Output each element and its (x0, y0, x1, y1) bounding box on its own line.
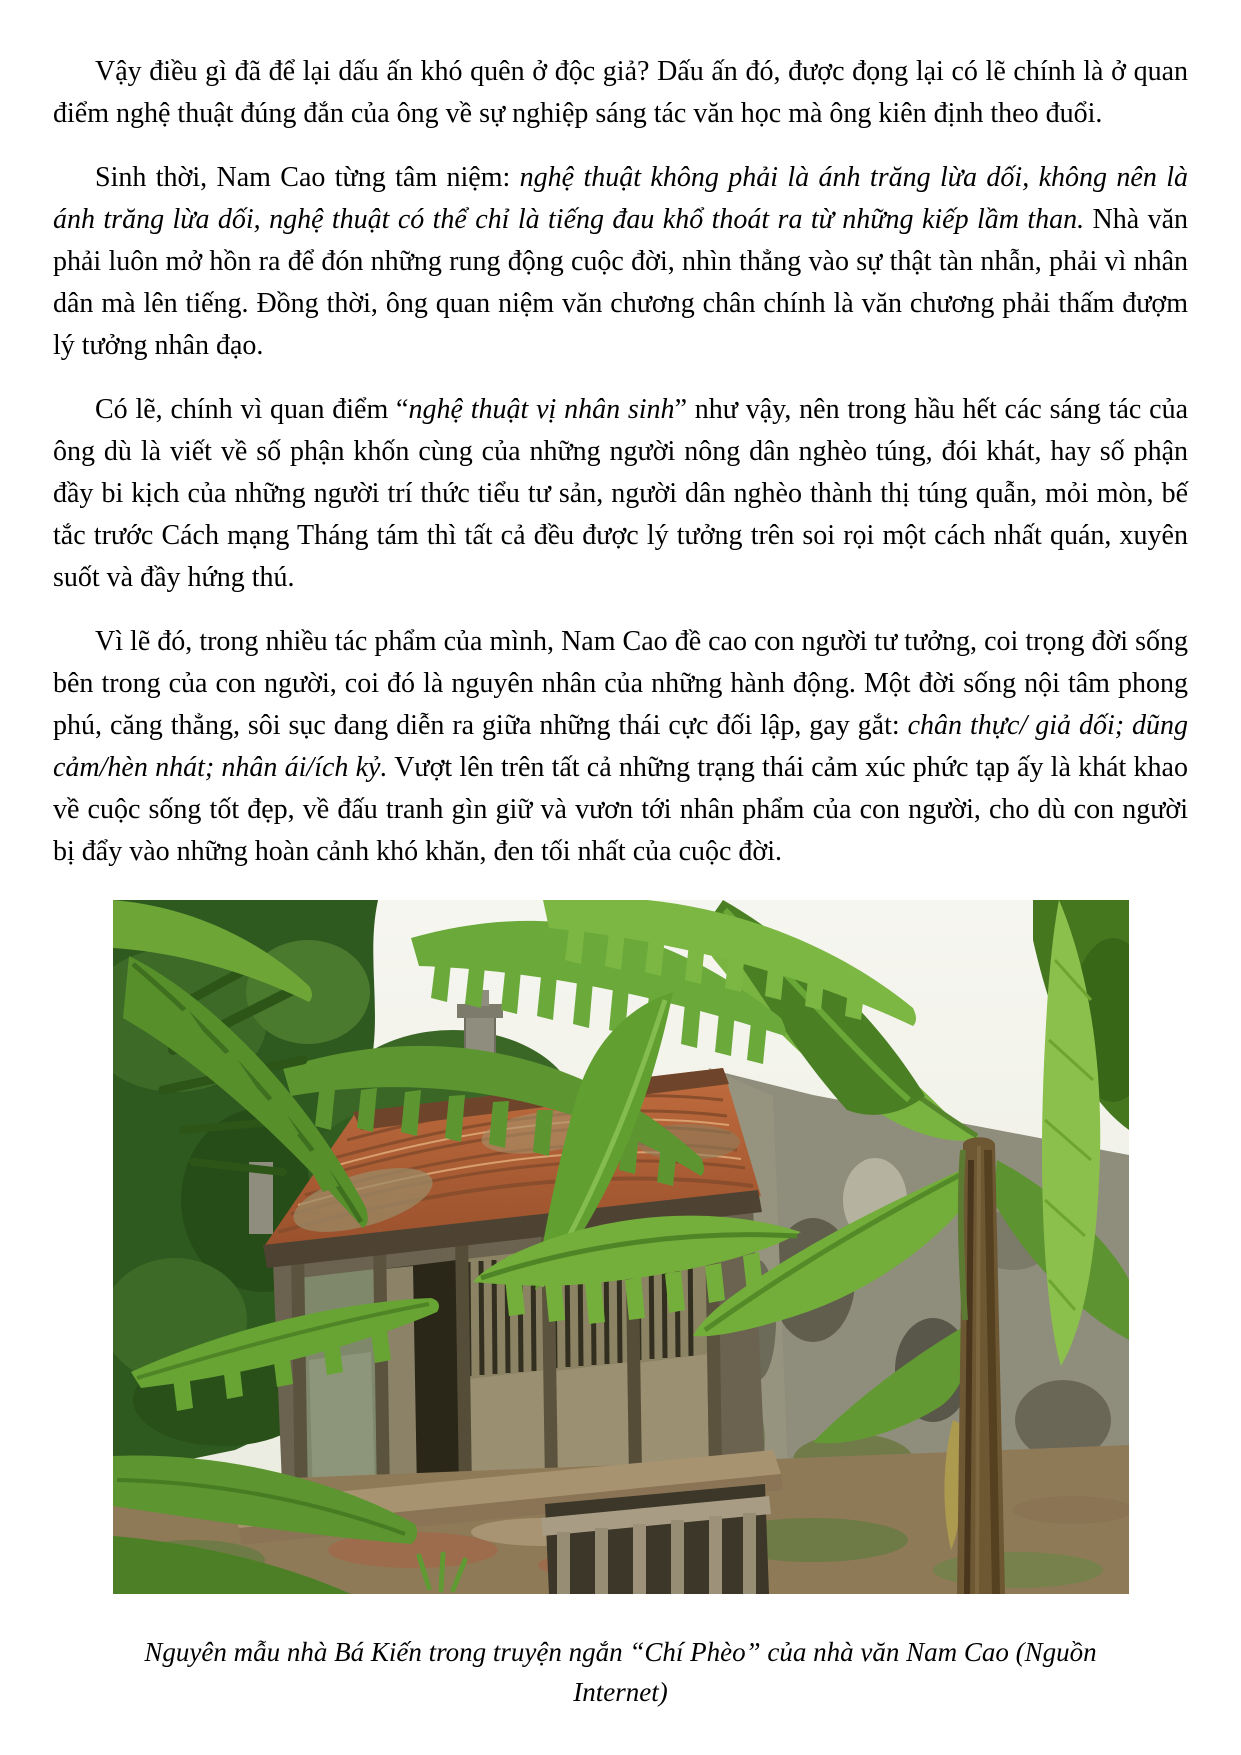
paragraph-3: Có lẽ, chính vì quan điểm “nghệ thuật vị nhân sinh” như vậy, nên trong hầu hết các sáng tác của ông dù là viết về số phận khốn cùng của những người nông dân nghèo túng, đói khát, hay số phận đầy bi kịch của những người trí thức tiểu tư sản, người dân nghèo thành thị túng quẫn, mỏi mòn, bế tắc trước Cách mạng Tháng tám thì tất cả đều được lý tưởng trên soi rọi một cách nhất quán, xuyên suốt và đầy hứng thú. (53, 394, 1189, 593)
photo-ba-kien-house (113, 900, 1129, 1594)
paragraph-1: Vậy điều gì đã để lại dấu ấn khó quên ở độc giả? Dấu ấn đó, được đọng lại có lẽ chính là ở quan điểm nghệ thuật đúng đắn của ông về sự nghiệp sáng tác văn học mà ông kiên định theo đuổi. (53, 56, 1188, 129)
figure (113, 900, 1129, 1712)
paragraph-2: Sinh thời, Nam Cao từng tâm niệm: nghệ thuật không phải là ánh trăng lừa dối, không nên là ánh trăng lừa dối, nghệ thuật có thể chỉ là tiếng đau khổ thoát ra từ những kiếp lầm than. Nhà văn phải luôn mở hồn ra để đón những rung động cuộc đời, nhìn thẳng vào sự thật tàn nhẫn, phải vì nhân dân mà lên tiếng. Đồng thời, ông quan niệm văn chương chân chính là văn chương phải thấm đượm lý tưởng nhân đạo. (53, 162, 1188, 361)
photo-caption: Nguyên mẫu nhà Bá Kiến trong truyện ngắn “Chí Phèo” của nhà văn Nam Cao (Nguồn Internet) (144, 1637, 1097, 1707)
paragraph-4: Vì lẽ đó, trong nhiều tác phẩm của mình, Nam Cao đề cao con người tư tưởng, coi trọng đời sống bên trong của con người, coi đó là nguyên nhân của những hành động. Một đời sống nội tâm phong phú, căng thẳng, sôi sục đang diễn ra giữa những thái cực đối lập, gay gắt: chân thực/ giả dối; dũng cảm/hèn nhát; nhân ái/ích kỷ. Vượt lên trên tất cả những trạng thái cảm xúc phức tạp ấy là khát khao về cuộc sống tốt đẹp, về đấu tranh gìn giữ và vươn tới nhân phẩm của con người, cho dù con người bị đẩy vào những hoàn cảnh khó khăn, đen tối nhất của cuộc đời. (53, 626, 1188, 867)
photo-illustration (113, 900, 1129, 1594)
article-body (0, 0, 1241, 873)
